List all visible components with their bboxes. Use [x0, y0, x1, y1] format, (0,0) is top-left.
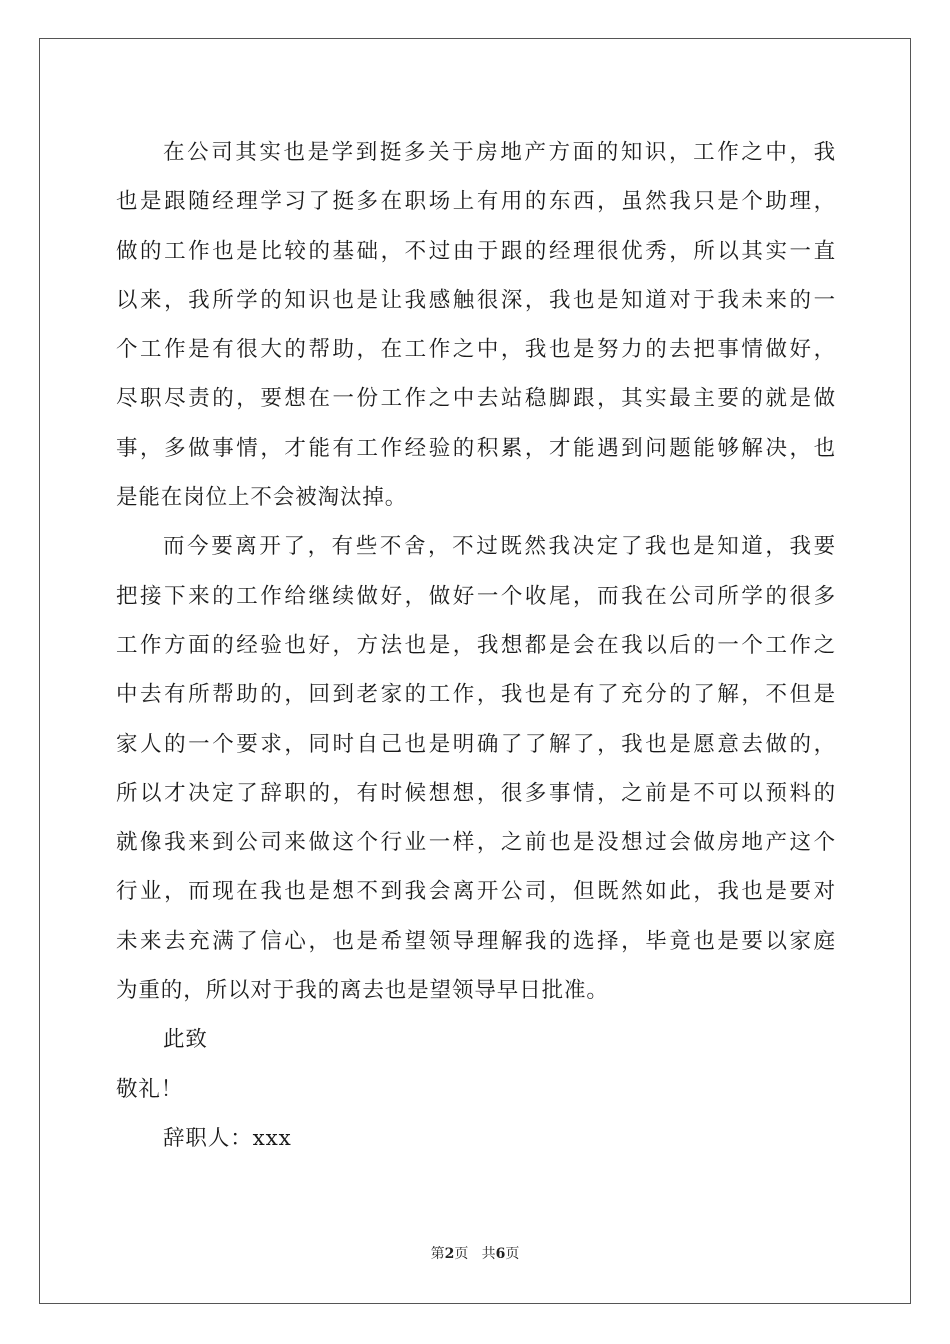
body-line: 家人的一个要求，同时自己也是明确了了解了，我也是愿意去做的， [116, 731, 836, 757]
signature-text: 辞职人：xxx [163, 1125, 292, 1151]
body-line: 事，多做事情，才能有工作经验的积累，才能遇到问题能够解决，也 [116, 435, 836, 461]
letter-body [116, 128, 836, 1163]
salutation-text: 敬礼！ [116, 1076, 184, 1102]
body-line: 工作方面的经验也好，方法也是，我想都是会在我以后的一个工作之 [116, 632, 836, 658]
body-line: 也是跟随经理学习了挺多在职场上有用的东西，虽然我只是个助理， [116, 189, 836, 215]
footer-page-suffix: 页 [454, 1246, 469, 1262]
body-line: 在公司其实也是学到挺多关于房地产方面的知识，工作之中，我 [163, 140, 836, 165]
closing-text: 此致 [163, 1027, 208, 1053]
footer-total-prefix: 共 [481, 1246, 496, 1262]
page-footer [0, 1243, 950, 1263]
total-page-count: 6 [495, 1246, 506, 1262]
footer-total-suffix: 页 [505, 1246, 520, 1262]
body-line: 而今要离开了，有些不舍，不过既然我决定了我也是知道，我要 [163, 534, 836, 560]
body-line: 是能在岗位上不会被淘汰掉。 [116, 485, 408, 511]
body-line: 尽职尽责的，要想在一份工作之中去站稳脚跟，其实最主要的就是做 [116, 386, 836, 412]
body-line: 做的工作也是比较的基础，不过由于跟的经理很优秀，所以其实一直 [116, 238, 836, 264]
body-line: 未来去充满了信心，也是希望领导理解我的选择，毕竟也是要以家庭 [116, 928, 836, 954]
body-line: 以来，我所学的知识也是让我感触很深，我也是知道对于我未来的一 [116, 287, 836, 313]
body-line: 中去有所帮助的，回到老家的工作，我也是有了充分的了解，不但是 [116, 682, 836, 708]
body-line: 就像我来到公司来做这个行业一样，之前也是没想过会做房地产这个 [116, 830, 836, 856]
current-page-number: 2 [444, 1246, 455, 1262]
body-line: 所以才决定了辞职的，有时候想想，很多事情，之前是不可以预料的 [116, 780, 836, 806]
body-line: 为重的，所以对于我的离去也是望领导早日批准。 [116, 978, 609, 1004]
body-line: 行业，而现在我也是想不到我会离开公司，但既然如此，我也是要对 [116, 879, 836, 905]
body-line: 把接下来的工作给继续做好，做好一个收尾，而我在公司所学的很多 [116, 583, 836, 609]
body-line: 个工作是有很大的帮助，在工作之中，我也是努力的去把事情做好， [116, 337, 836, 363]
footer-prefix: 第 [430, 1246, 445, 1262]
